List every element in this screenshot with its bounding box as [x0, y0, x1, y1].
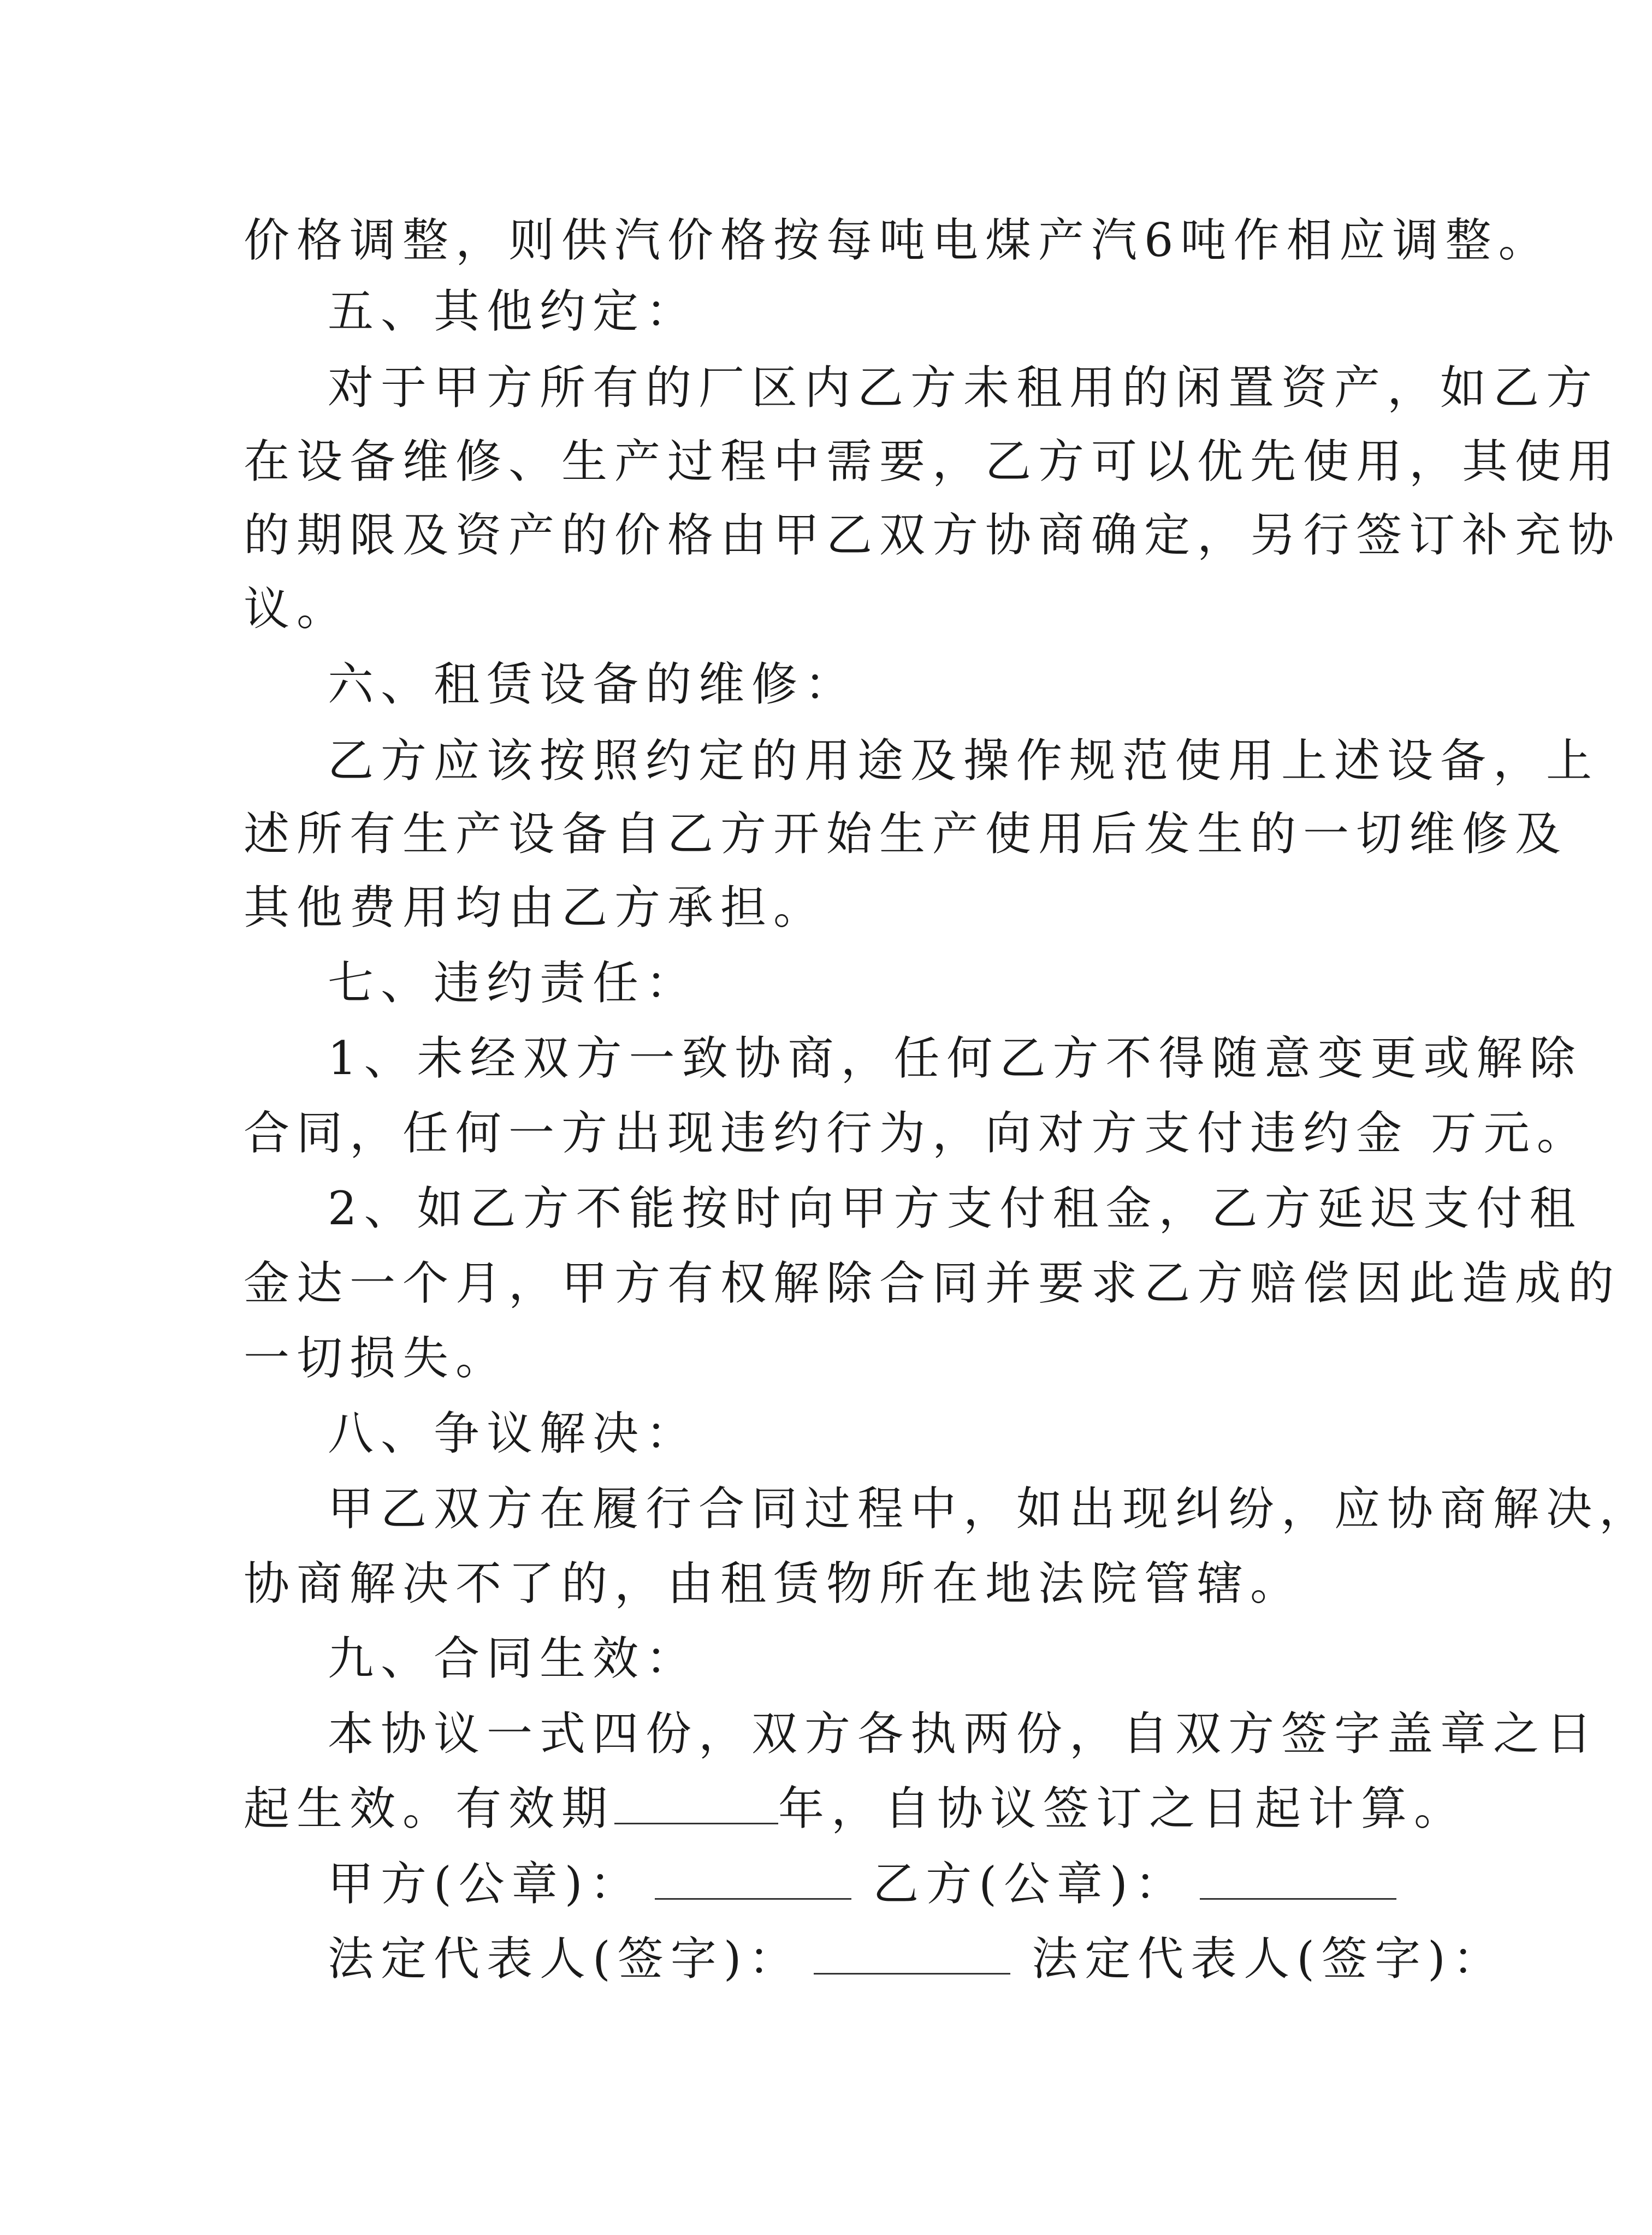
paragraph-line: 乙方应该按照约定的用途及操作规范使用上述设备，上	[328, 734, 1600, 787]
paragraph-line: 一切损失。	[244, 1331, 509, 1385]
seal-line	[328, 1848, 1352, 1919]
validity-line	[244, 1773, 1467, 1844]
paragraph-line: 本协议一式四份，双方各执两份，自双方签字盖章之日	[328, 1707, 1600, 1760]
section-heading: 八、争议解决：	[328, 1407, 699, 1460]
paragraph-line: 价格调整，则供汽价格按每吨电煤产汽6吨作相应调整。	[244, 214, 1552, 267]
paragraph-line: 的期限及资产的价格由甲乙双方协商确定，另行签订补充协	[244, 508, 1621, 562]
paragraph-line: 对于甲方所有的厂区内乙方未租用的闲置资产，如乙方	[328, 361, 1600, 414]
party-b-seal-label: 乙方(公章)：	[873, 1857, 1188, 1911]
party-a-seal-label: 甲方(公章)：	[328, 1857, 643, 1911]
paragraph-line: 合同，任何一方出现违约行为，向对方支付违约金 万元。	[244, 1106, 1590, 1160]
validity-suffix: 年，自协议签订之日起计算。	[778, 1782, 1467, 1835]
section-heading: 六、租赁设备的维修：	[328, 657, 858, 711]
paragraph-line: 协商解决不了的，由租赁物所在地法院管辖。	[244, 1557, 1304, 1610]
section-heading: 七、违约责任：	[328, 956, 699, 1010]
paragraph-line: 金达一个月，甲方有权解除合同并要求乙方赔偿因此造成的	[244, 1256, 1621, 1310]
paragraph-line: 2、如乙方不能按时向甲方支付租金，乙方延迟支付租	[328, 1182, 1583, 1235]
section-heading: 九、合同生效：	[328, 1632, 699, 1685]
validity-prefix: 起生效。有效期	[244, 1782, 615, 1835]
party-a-seal-blank	[655, 1858, 851, 1900]
party-b-seal-blank	[1200, 1858, 1396, 1900]
paragraph-line: 1、未经双方一致协商，任何乙方不得随意变更或解除	[328, 1031, 1583, 1085]
validity-years-blank	[614, 1782, 778, 1824]
paragraph-line: 述所有生产设备自乙方开始生产使用后发生的一切维修及	[244, 807, 1568, 861]
representative-line	[328, 1923, 1506, 1994]
party-a-rep-label: 法定代表人(签字)：	[328, 1932, 802, 1985]
paragraph-line: 议。	[244, 582, 350, 636]
paragraph-line: 甲乙双方在履行合同过程中，如出现纠纷，应协商解决，	[328, 1482, 1652, 1536]
party-a-rep-blank	[814, 1932, 1010, 1975]
section-heading: 五、其他约定：	[328, 284, 699, 338]
party-b-rep-label: 法定代表人(签字)：	[1032, 1932, 1506, 1985]
paragraph-line: 在设备维修、生产过程中需要，乙方可以优先使用，其使用	[244, 435, 1621, 488]
paragraph-line: 其他费用均由乙方承担。	[244, 881, 827, 934]
